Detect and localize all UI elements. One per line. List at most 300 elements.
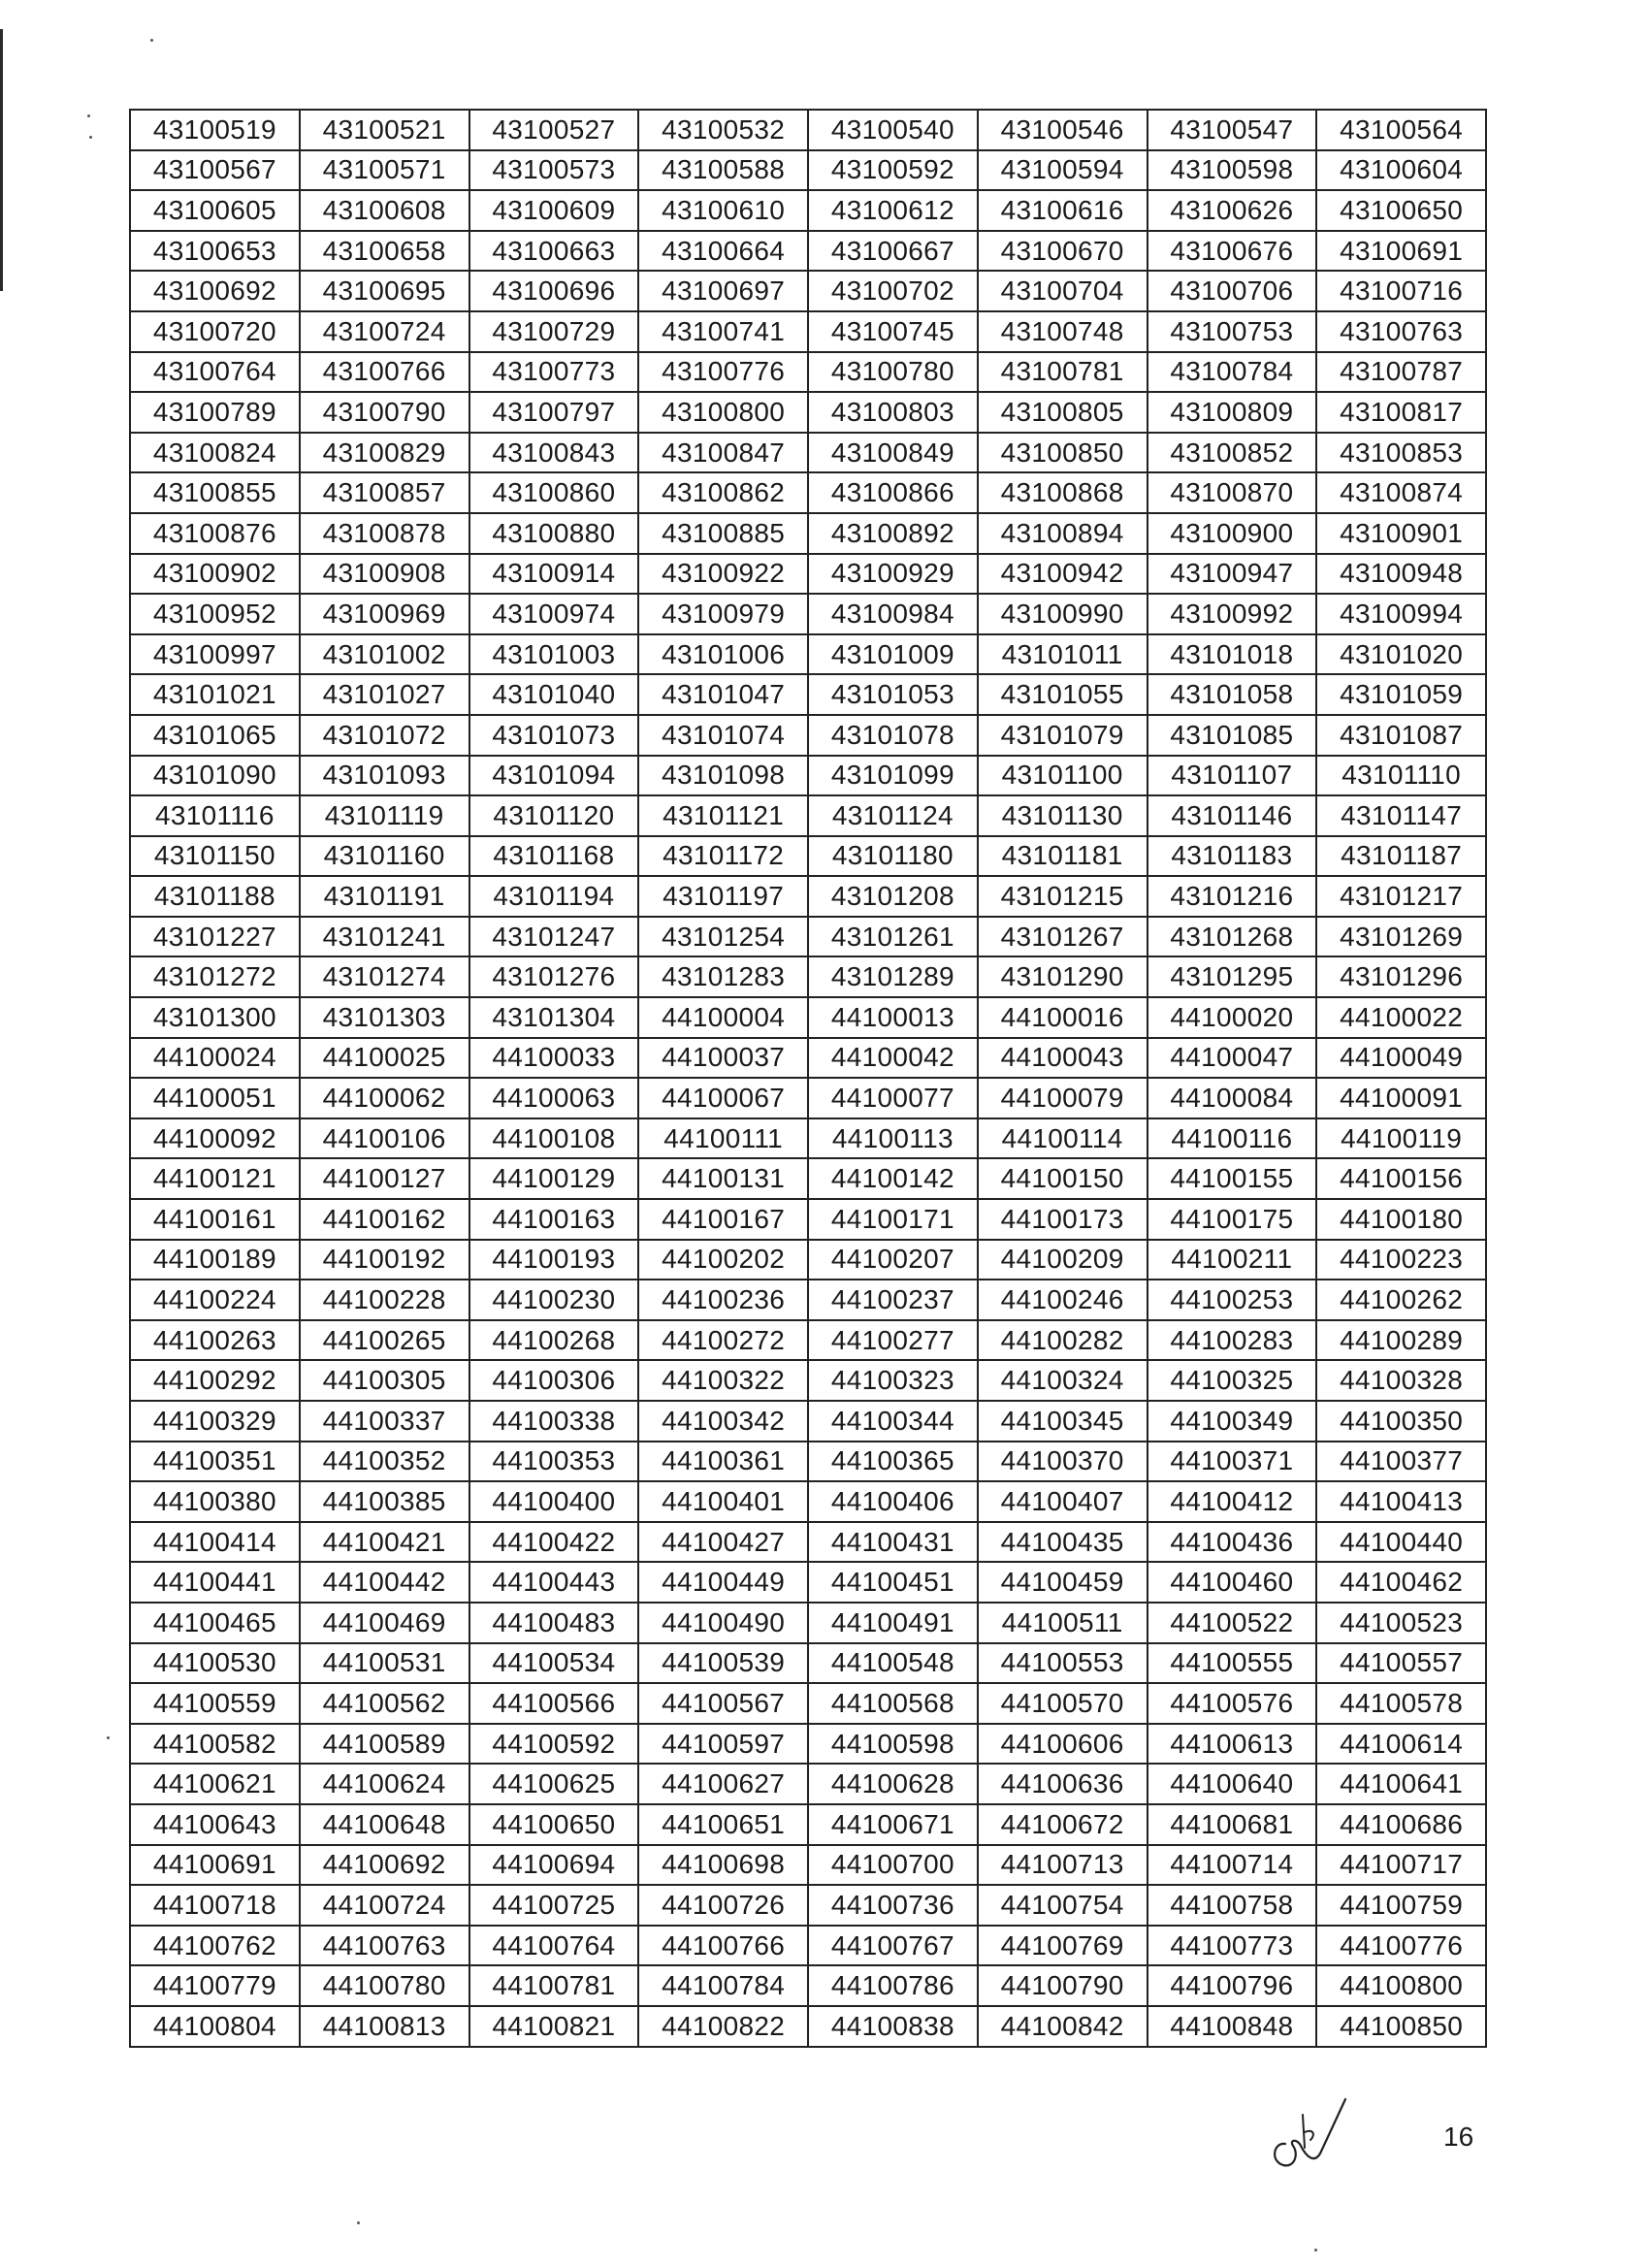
roll-number-cell: 43101227: [130, 917, 300, 957]
roll-number-cell: 43100880: [469, 513, 639, 554]
roll-number-cell: 43101130: [978, 795, 1148, 836]
roll-number-cell: 43101020: [1316, 634, 1486, 675]
roll-number-cell: 44100784: [638, 1965, 808, 2006]
table-row: [130, 513, 1486, 554]
roll-number-cell: 44100850: [1316, 2006, 1486, 2047]
roll-number-cell: 44100625: [469, 1764, 639, 1804]
roll-number-cell: 43101283: [638, 956, 808, 997]
table-row: [130, 795, 1486, 836]
roll-number-cell: 43100521: [300, 110, 469, 150]
table-row: [130, 271, 1486, 311]
table-row: [130, 917, 1486, 957]
roll-number-cell: 43101107: [1148, 756, 1317, 796]
roll-number-cell: 43100702: [808, 271, 978, 311]
roll-number-cell: 43100571: [300, 150, 469, 191]
roll-number-cell: 44100262: [1316, 1280, 1486, 1320]
roll-number-cell: 44100246: [978, 1280, 1148, 1320]
roll-number-cell: 43101215: [978, 876, 1148, 917]
roll-number-cell: 44100322: [638, 1360, 808, 1401]
roll-number-cell: 43101180: [808, 836, 978, 877]
roll-number-cell: 43100800: [638, 392, 808, 433]
roll-number-cell: 43101079: [978, 715, 1148, 756]
roll-number-cell: 44100640: [1148, 1764, 1317, 1804]
roll-number-cell: 44100155: [1148, 1158, 1317, 1199]
roll-number-cell: 43100773: [469, 352, 639, 393]
roll-number-cell: 44100047: [1148, 1038, 1317, 1079]
roll-number-cell: 43100764: [130, 352, 300, 393]
table-row: [130, 554, 1486, 595]
roll-number-cell: 44100628: [808, 1764, 978, 1804]
roll-number-cell: 44100758: [1148, 1885, 1317, 1926]
roll-number-cell: 44100091: [1316, 1078, 1486, 1118]
roll-number-cell: 43101276: [469, 956, 639, 997]
roll-number-cell: 44100324: [978, 1360, 1148, 1401]
roll-number-cell: 44100754: [978, 1885, 1148, 1926]
roll-number-cell: 43100843: [469, 433, 639, 473]
roll-number-cell: 44100714: [1148, 1845, 1317, 1886]
table-row: [130, 1845, 1486, 1886]
roll-number-cell: 44100759: [1316, 1885, 1486, 1926]
roll-number-cell: 43101053: [808, 674, 978, 715]
roll-number-cell: 43100573: [469, 150, 639, 191]
roll-number-cell: 44100724: [300, 1885, 469, 1926]
roll-number-cell: 44100236: [638, 1280, 808, 1320]
roll-number-cell: 44100401: [638, 1481, 808, 1522]
scan-speck: [1314, 2249, 1317, 2252]
roll-number-cell: 44100813: [300, 2006, 469, 2047]
roll-number-cell: 44100042: [808, 1038, 978, 1079]
roll-number-cell: 43101296: [1316, 956, 1486, 997]
table-row: [130, 674, 1486, 715]
roll-number-cell: 44100116: [1148, 1118, 1317, 1159]
roll-number-cell: 44100848: [1148, 2006, 1317, 2047]
roll-number-cell: 44100022: [1316, 997, 1486, 1038]
roll-number-cell: 43100658: [300, 231, 469, 272]
roll-number-cell: 44100277: [808, 1320, 978, 1361]
roll-number-cell: 43100790: [300, 392, 469, 433]
roll-number-cell: 44100726: [638, 1885, 808, 1926]
roll-number-cell: 44100422: [469, 1522, 639, 1563]
roll-number-cell: 43101268: [1148, 917, 1317, 957]
roll-number-cell: 43100874: [1316, 472, 1486, 513]
roll-number-cell: 44100553: [978, 1643, 1148, 1684]
roll-number-cell: 43100922: [638, 554, 808, 595]
roll-number-cell: 44100767: [808, 1926, 978, 1966]
roll-number-cell: 44100614: [1316, 1724, 1486, 1765]
table-row: [130, 110, 1486, 150]
roll-number-cell: 43101247: [469, 917, 639, 957]
roll-number-cell: 44100051: [130, 1078, 300, 1118]
roll-number-cell: 43100885: [638, 513, 808, 554]
roll-number-cell: 43101093: [300, 756, 469, 796]
roll-number-cell: 43100942: [978, 554, 1148, 595]
roll-number-cell: 43100997: [130, 634, 300, 675]
roll-number-cell: 44100681: [1148, 1804, 1317, 1845]
scan-speck: [357, 2221, 360, 2224]
roll-number-cell: 44100465: [130, 1603, 300, 1643]
roll-number-cell: 44100380: [130, 1481, 300, 1522]
roll-number-cell: 43100610: [638, 190, 808, 231]
roll-number-cell: 44100576: [1148, 1683, 1317, 1724]
roll-number-cell: 44100570: [978, 1683, 1148, 1724]
roll-number-cell: 44100114: [978, 1118, 1148, 1159]
roll-number-cell: 43100878: [300, 513, 469, 554]
roll-number-cell: 43101072: [300, 715, 469, 756]
roll-number-cell: 43101059: [1316, 674, 1486, 715]
roll-number-cell: 43101241: [300, 917, 469, 957]
roll-number-cell: 43100855: [130, 472, 300, 513]
table-row: [130, 1562, 1486, 1603]
roll-number-cell: 44100173: [978, 1199, 1148, 1240]
roll-number-cell: 44100150: [978, 1158, 1148, 1199]
roll-number-cell: 44100189: [130, 1240, 300, 1280]
roll-number-cell: 44100804: [130, 2006, 300, 2047]
table-row: [130, 1926, 1486, 1966]
roll-number-cell: 44100077: [808, 1078, 978, 1118]
roll-number-cell: 44100338: [469, 1401, 639, 1442]
table-row: [130, 876, 1486, 917]
roll-number-cell: 43100612: [808, 190, 978, 231]
roll-number-cell: 43101191: [300, 876, 469, 917]
roll-number-cell: 43101146: [1148, 795, 1317, 836]
roll-number-cell: 44100838: [808, 2006, 978, 2047]
table-row: [130, 433, 1486, 473]
roll-number-cell: 43100653: [130, 231, 300, 272]
roll-number-cell: 44100263: [130, 1320, 300, 1361]
roll-number-cell: 43100724: [300, 311, 469, 352]
roll-number-cell: 43100697: [638, 271, 808, 311]
roll-number-cell: 44100292: [130, 1360, 300, 1401]
roll-number-cell: 44100171: [808, 1199, 978, 1240]
roll-number-cell: 43100876: [130, 513, 300, 554]
roll-number-cell: 44100272: [638, 1320, 808, 1361]
roll-number-cell: 44100443: [469, 1562, 639, 1603]
roll-number-cell: 43100695: [300, 271, 469, 311]
roll-number-cell: 43100853: [1316, 433, 1486, 473]
roll-number-cell: 44100606: [978, 1724, 1148, 1765]
roll-number-cell: 44100127: [300, 1158, 469, 1199]
table-row: [130, 352, 1486, 393]
roll-number-cell: 43101094: [469, 756, 639, 796]
roll-number-cell: 44100043: [978, 1038, 1148, 1079]
roll-number-cell: 44100063: [469, 1078, 639, 1118]
roll-number-cell: 44100559: [130, 1683, 300, 1724]
roll-number-table: [129, 109, 1487, 2048]
roll-number-cell: 43100664: [638, 231, 808, 272]
table-row: [130, 1764, 1486, 1804]
roll-number-cell: 43100667: [808, 231, 978, 272]
roll-number-cell: 43101183: [1148, 836, 1317, 877]
roll-number-cell: 43100696: [469, 271, 639, 311]
roll-number-cell: 44100406: [808, 1481, 978, 1522]
roll-number-cell: 43101027: [300, 674, 469, 715]
roll-number-cell: 44100534: [469, 1643, 639, 1684]
table-row: [130, 1724, 1486, 1765]
roll-number-cell: 43100868: [978, 472, 1148, 513]
roll-number-cell: 44100435: [978, 1522, 1148, 1563]
roll-number-cell: 44100698: [638, 1845, 808, 1886]
roll-number-cell: 43100929: [808, 554, 978, 595]
roll-number-cell: 43101150: [130, 836, 300, 877]
roll-number-cell: 44100400: [469, 1481, 639, 1522]
roll-number-cell: 44100821: [469, 2006, 639, 2047]
roll-number-cell: 44100228: [300, 1280, 469, 1320]
roll-number-cell: 44100531: [300, 1643, 469, 1684]
roll-number-cell: 43100817: [1316, 392, 1486, 433]
roll-number-cell: 44100648: [300, 1804, 469, 1845]
roll-number-cell: 44100686: [1316, 1804, 1486, 1845]
roll-number-cell: 44100598: [808, 1724, 978, 1765]
roll-number-cell: 44100353: [469, 1442, 639, 1482]
roll-number-cell: 44100337: [300, 1401, 469, 1442]
roll-number-cell: 44100672: [978, 1804, 1148, 1845]
roll-number-cell: 43100857: [300, 472, 469, 513]
roll-number-cell: 44100713: [978, 1845, 1148, 1886]
roll-number-cell: 44100385: [300, 1481, 469, 1522]
roll-number-cell: 44100209: [978, 1240, 1148, 1280]
roll-number-cell: 44100491: [808, 1603, 978, 1643]
roll-number-cell: 43101002: [300, 634, 469, 675]
roll-number-cell: 43100784: [1148, 352, 1317, 393]
roll-number-cell: 43100676: [1148, 231, 1317, 272]
roll-number-cell: 43100984: [808, 594, 978, 634]
roll-number-cell: 43100908: [300, 554, 469, 595]
roll-number-cell: 43100748: [978, 311, 1148, 352]
roll-number-cell: 44100079: [978, 1078, 1148, 1118]
table-row: [130, 1804, 1486, 1845]
roll-number-cell: 43100780: [808, 352, 978, 393]
roll-number-cell: 44100180: [1316, 1199, 1486, 1240]
roll-number-cell: 43100547: [1148, 110, 1317, 150]
roll-number-cell: 44100282: [978, 1320, 1148, 1361]
roll-number-cell: 44100004: [638, 997, 808, 1038]
roll-number-cell: 43100781: [978, 352, 1148, 393]
roll-number-cell: 44100305: [300, 1360, 469, 1401]
roll-number-cell: 43101289: [808, 956, 978, 997]
roll-number-cell: 43101168: [469, 836, 639, 877]
roll-number-cell: 43100992: [1148, 594, 1317, 634]
roll-number-cell: 44100131: [638, 1158, 808, 1199]
roll-number-cell: 44100451: [808, 1562, 978, 1603]
roll-number-cell: 43100809: [1148, 392, 1317, 433]
roll-number-cell: 44100344: [808, 1401, 978, 1442]
roll-number-cell: 44100163: [469, 1199, 639, 1240]
roll-number-cell: 43101187: [1316, 836, 1486, 877]
roll-number-cell: 43101073: [469, 715, 639, 756]
roll-number-cell: 44100413: [1316, 1481, 1486, 1522]
roll-number-cell: 43100847: [638, 433, 808, 473]
roll-number-cell: 44100111: [638, 1118, 808, 1159]
roll-number-cell: 44100700: [808, 1845, 978, 1886]
roll-number-cell: 43101006: [638, 634, 808, 675]
roll-number-cell: 43100605: [130, 190, 300, 231]
roll-number-cell: 44100421: [300, 1522, 469, 1563]
roll-number-cell: 44100842: [978, 2006, 1148, 2047]
roll-number-cell: 43100616: [978, 190, 1148, 231]
roll-number-cell: 43101090: [130, 756, 300, 796]
table-row: [130, 1683, 1486, 1724]
roll-number-cell: 43101160: [300, 836, 469, 877]
scan-speck: [87, 114, 90, 117]
roll-number-cell: 43101304: [469, 997, 639, 1038]
roll-number-cell: 44100718: [130, 1885, 300, 1926]
roll-number-cell: 44100062: [300, 1078, 469, 1118]
roll-number-cell: 44100067: [638, 1078, 808, 1118]
roll-number-cell: 43100850: [978, 433, 1148, 473]
roll-number-cell: 44100627: [638, 1764, 808, 1804]
table-row: [130, 1360, 1486, 1401]
roll-number-cell: 44100352: [300, 1442, 469, 1482]
roll-number-cell: 43100914: [469, 554, 639, 595]
roll-number-cell: 44100692: [300, 1845, 469, 1886]
roll-number-cell: 44100371: [1148, 1442, 1317, 1482]
roll-number-cell: 44100766: [638, 1926, 808, 1966]
roll-number-cell: 43101074: [638, 715, 808, 756]
table-row: [130, 1320, 1486, 1361]
roll-number-cell: 44100223: [1316, 1240, 1486, 1280]
roll-number-cell: 43100860: [469, 472, 639, 513]
roll-number-cell: 44100557: [1316, 1643, 1486, 1684]
roll-number-cell: 44100328: [1316, 1360, 1486, 1401]
roll-number-cell: 43100592: [808, 150, 978, 191]
roll-number-cell: 44100431: [808, 1522, 978, 1563]
roll-number-cell: 43101147: [1316, 795, 1486, 836]
table-row: [130, 997, 1486, 1038]
roll-number-cell: 44100167: [638, 1199, 808, 1240]
roll-number-cell: 43100849: [808, 433, 978, 473]
roll-number-cell: 44100651: [638, 1804, 808, 1845]
roll-number-cell: 43101261: [808, 917, 978, 957]
roll-number-cell: 43100902: [130, 554, 300, 595]
roll-number-cell: 44100822: [638, 2006, 808, 2047]
roll-number-cell: 44100490: [638, 1603, 808, 1643]
roll-number-cell: 44100156: [1316, 1158, 1486, 1199]
roll-number-cell: 43101087: [1316, 715, 1486, 756]
roll-number-cell: 44100694: [469, 1845, 639, 1886]
roll-number-cell: 43101078: [808, 715, 978, 756]
table-row: [130, 1522, 1486, 1563]
roll-number-cell: 44100049: [1316, 1038, 1486, 1079]
roll-number-cell: 43100546: [978, 110, 1148, 150]
roll-number-cell: 44100113: [808, 1118, 978, 1159]
roll-number-cell: 43101272: [130, 956, 300, 997]
table-row: [130, 190, 1486, 231]
roll-number-cell: 43100663: [469, 231, 639, 272]
roll-number-cell: 44100781: [469, 1965, 639, 2006]
roll-number-cell: 44100568: [808, 1683, 978, 1724]
roll-number-cell: 43100745: [808, 311, 978, 352]
roll-number-cell: 43100704: [978, 271, 1148, 311]
table-row: [130, 231, 1486, 272]
roll-number-cell: 43101055: [978, 674, 1148, 715]
roll-number-cell: 43101295: [1148, 956, 1317, 997]
roll-number-cell: 44100161: [130, 1199, 300, 1240]
roll-number-cell: 44100108: [469, 1118, 639, 1159]
table-row: [130, 1118, 1486, 1159]
roll-number-cell: 44100539: [638, 1643, 808, 1684]
roll-number-cell: 44100142: [808, 1158, 978, 1199]
roll-number-cell: 44100736: [808, 1885, 978, 1926]
roll-number-cell: 43100852: [1148, 433, 1317, 473]
roll-number-cell: 43100609: [469, 190, 639, 231]
roll-number-cell: 43100532: [638, 110, 808, 150]
roll-number-cell: 44100013: [808, 997, 978, 1038]
roll-number-cell: 44100350: [1316, 1401, 1486, 1442]
roll-number-cell: 44100084: [1148, 1078, 1317, 1118]
roll-number-cell: 44100306: [469, 1360, 639, 1401]
table-row: [130, 594, 1486, 634]
roll-number-cell: 44100555: [1148, 1643, 1317, 1684]
roll-number-cell: 43101124: [808, 795, 978, 836]
roll-number-cell: 43100564: [1316, 110, 1486, 150]
roll-number-cell: 44100361: [638, 1442, 808, 1482]
roll-number-cell: 44100025: [300, 1038, 469, 1079]
roll-number-cell: 44100790: [978, 1965, 1148, 2006]
table-row: [130, 1199, 1486, 1240]
roll-number-cell: 44100323: [808, 1360, 978, 1401]
roll-number-cell: 43100900: [1148, 513, 1317, 554]
table-row: [130, 1280, 1486, 1320]
roll-number-cell: 44100016: [978, 997, 1148, 1038]
roll-number-cell: 44100567: [638, 1683, 808, 1724]
roll-number-cell: 44100351: [130, 1442, 300, 1482]
roll-number-cell: 43100729: [469, 311, 639, 352]
roll-number-cell: 44100578: [1316, 1683, 1486, 1724]
roll-number-cell: 44100342: [638, 1401, 808, 1442]
signature-icon: [1256, 2086, 1382, 2173]
roll-number-cell: 43101021: [130, 674, 300, 715]
roll-number-cell: 43101217: [1316, 876, 1486, 917]
roll-number-cell: 44100412: [1148, 1481, 1317, 1522]
roll-number-cell: 44100462: [1316, 1562, 1486, 1603]
roll-number-cell: 44100207: [808, 1240, 978, 1280]
roll-number-cell: 43101181: [978, 836, 1148, 877]
roll-number-cell: 44100119: [1316, 1118, 1486, 1159]
roll-number-cell: 44100325: [1148, 1360, 1317, 1401]
roll-number-cell: 44100289: [1316, 1320, 1486, 1361]
table-row: [130, 1603, 1486, 1643]
roll-number-cell: 43101208: [808, 876, 978, 917]
roll-number-cell: 44100460: [1148, 1562, 1317, 1603]
roll-number-cell: 44100121: [130, 1158, 300, 1199]
roll-number-cell: 44100449: [638, 1562, 808, 1603]
roll-number-cell: 44100717: [1316, 1845, 1486, 1886]
roll-number-cell: 44100230: [469, 1280, 639, 1320]
roll-number-cell: 44100779: [130, 1965, 300, 2006]
roll-number-cell: 43101098: [638, 756, 808, 796]
roll-number-cell: 44100773: [1148, 1926, 1317, 1966]
roll-number-cell: 44100511: [978, 1603, 1148, 1643]
roll-number-cell: 43100952: [130, 594, 300, 634]
roll-number-cell: 43100716: [1316, 271, 1486, 311]
roll-number-cell: 43100588: [638, 150, 808, 191]
scan-speck: [107, 1736, 110, 1739]
roll-number-cell: 44100427: [638, 1522, 808, 1563]
table-row: [130, 1078, 1486, 1118]
roll-number-cell: 44100283: [1148, 1320, 1317, 1361]
roll-number-cell: 44100033: [469, 1038, 639, 1079]
table-row: [130, 1442, 1486, 1482]
roll-number-cell: 44100268: [469, 1320, 639, 1361]
roll-number-cell: 43101172: [638, 836, 808, 877]
roll-number-cell: 44100211: [1148, 1240, 1317, 1280]
roll-number-cell: 44100407: [978, 1481, 1148, 1522]
roll-number-cell: 44100365: [808, 1442, 978, 1482]
roll-number-cell: 43100805: [978, 392, 1148, 433]
roll-number-cell: 43101269: [1316, 917, 1486, 957]
table-row: [130, 956, 1486, 997]
roll-number-cell: 44100691: [130, 1845, 300, 1886]
